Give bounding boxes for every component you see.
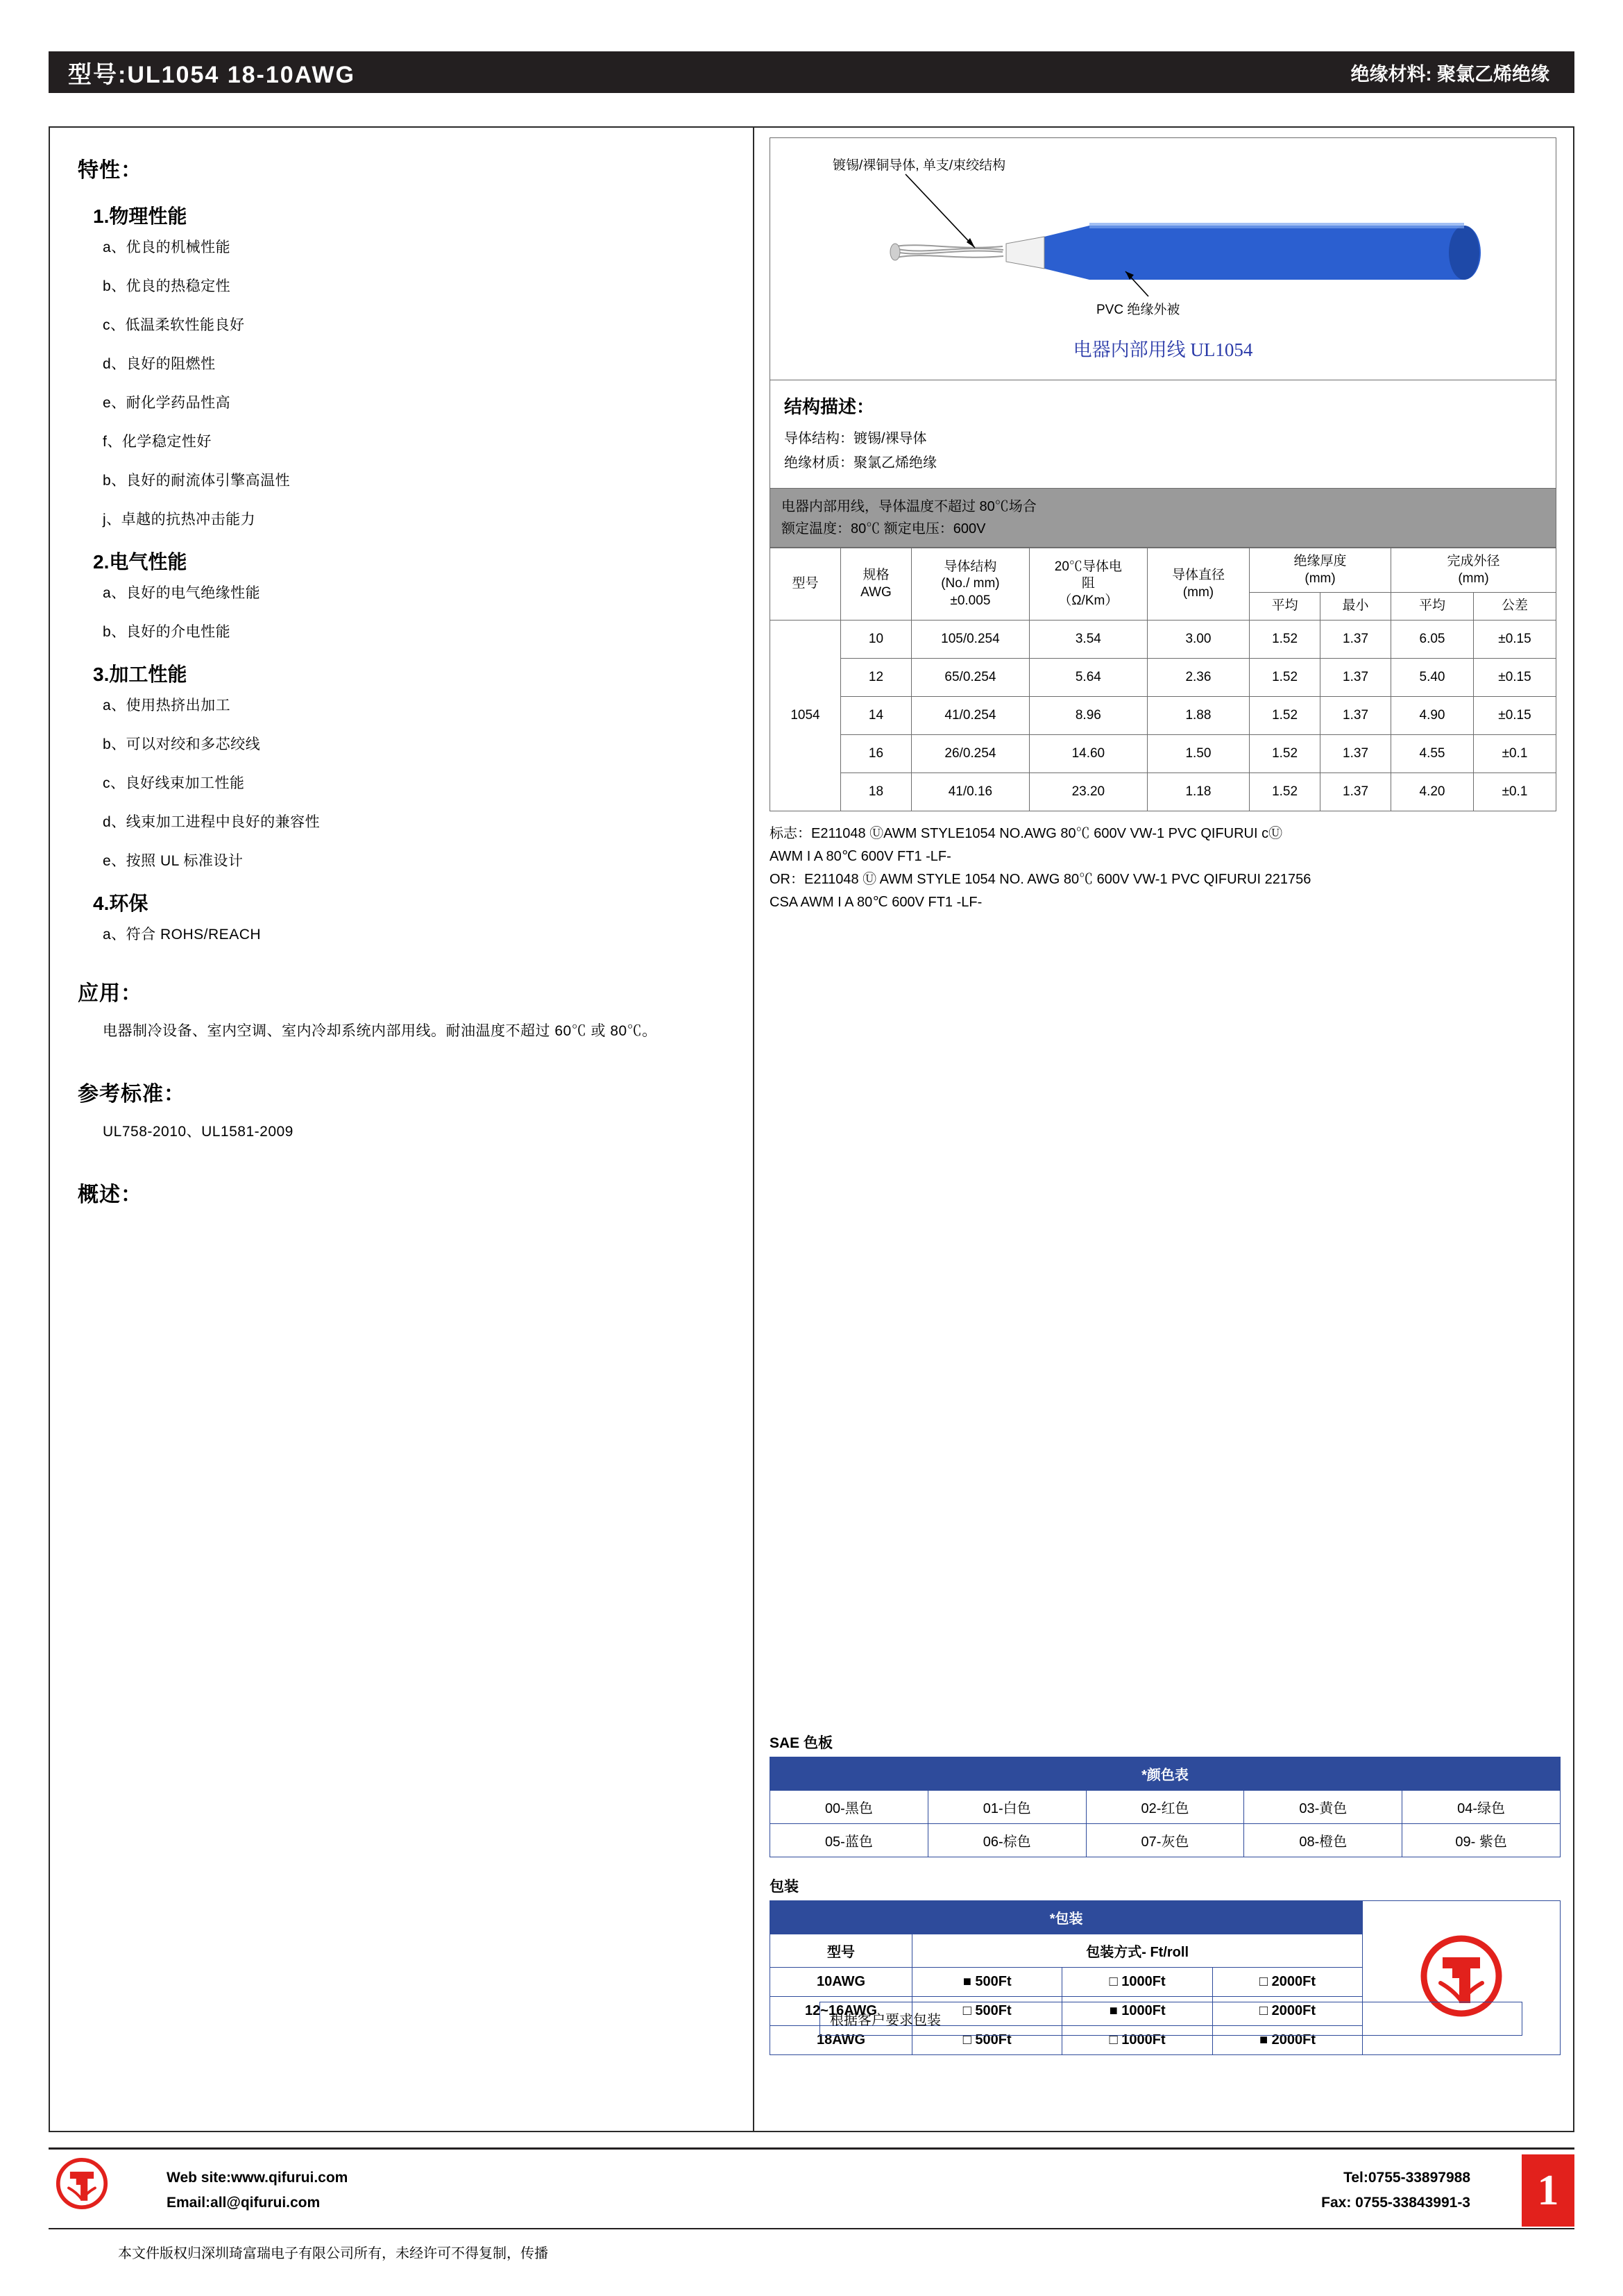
th-diameter: 导体直径 (mm) (1147, 548, 1249, 621)
cell-resistance: 23.20 (1029, 773, 1147, 811)
product-figure (770, 137, 1556, 380)
packing-option-label: 2000Ft (1271, 2003, 1316, 2018)
packing-option[interactable]: □ 500Ft (912, 2026, 1062, 2055)
cell-outer-tol: ±0.1 (1473, 735, 1556, 773)
reference-standard-title: 参考标准： (78, 1082, 185, 1106)
color-cell: 09- 紫色 (1402, 1824, 1561, 1857)
specification-table (770, 548, 1556, 811)
color-cell: 05-蓝色 (770, 1824, 928, 1857)
th-model: 型号 (770, 548, 841, 621)
cell-resistance: 5.64 (1029, 659, 1147, 697)
cell-conductor: 26/0.254 (911, 735, 1029, 773)
packing-col-model: 型号 (770, 1934, 912, 1968)
cell-resistance: 3.54 (1029, 621, 1147, 659)
list-item: f、化学稳定性好 (103, 434, 212, 450)
footer-fax: Fax: 0755-33843991-3 (1321, 2194, 1470, 2211)
cell-thickness-min: 1.37 (1320, 697, 1391, 735)
spec-head (770, 489, 1556, 548)
packing-option-label: 500Ft (975, 2032, 1012, 2048)
marking-line-3: OR：E211048 Ⓤ AWM STYLE 1054 NO. AWG 80℃ 600V VW-1 PVC QIFURUI 221756 (770, 872, 1311, 888)
table-row (770, 773, 1556, 811)
color-table-header: *颜色表 (770, 1757, 1561, 1791)
packing-title: 包装 (770, 1879, 799, 1895)
th-outer-avg: 平均 (1391, 593, 1474, 621)
cell-diameter: 1.50 (1147, 735, 1249, 773)
cell-thickness-min: 1.37 (1320, 621, 1391, 659)
footer-website[interactable]: Web site:www.qifurui.com (167, 2170, 348, 2186)
structure-description (770, 380, 1556, 489)
cell-diameter: 1.88 (1147, 697, 1249, 735)
list-item: c、良好线束加工性能 (103, 775, 245, 791)
packing-option-label: 500Ft (975, 2003, 1012, 2018)
structure-insulation: 绝缘材质：聚氯乙烯绝缘 (784, 455, 937, 471)
th-outer-tol: 公差 (1473, 593, 1556, 621)
cell-outer-tol: ±0.1 (1473, 773, 1556, 811)
table-row (770, 735, 1556, 773)
list-item: a、符合 ROHS/REACH (103, 927, 262, 943)
cell-thickness-avg: 1.52 (1250, 697, 1320, 735)
footer-rule-2 (49, 2228, 1574, 2229)
cell-conductor: 41/0.16 (911, 773, 1029, 811)
reference-standard-text: UL758-2010、UL1581-2009 (103, 1123, 294, 1140)
cell-thickness-avg: 1.52 (1250, 659, 1320, 697)
marking-block (770, 822, 1556, 914)
page-header (49, 51, 1574, 93)
sae-title: SAE 色板 (770, 1735, 833, 1751)
packing-option[interactable]: □ 2000Ft (1212, 1997, 1362, 2026)
cell-conductor: 105/0.254 (911, 621, 1029, 659)
packing-option-label: 1000Ft (1121, 2032, 1166, 2048)
overview-title: 概述： (78, 1183, 142, 1206)
th-outer: 完成外径 (mm) (1391, 548, 1556, 593)
list-item: e、按照 UL 标准设计 (103, 853, 244, 869)
list-item: d、良好的阻燃性 (103, 356, 216, 372)
list-item: b、良好的介电性能 (103, 624, 231, 640)
color-cell: 03-黄色 (1244, 1791, 1402, 1824)
table-row (770, 697, 1556, 735)
color-cell: 08-橙色 (1244, 1824, 1402, 1857)
table-row (770, 621, 1556, 659)
page-number: 1 (1522, 2154, 1574, 2227)
color-table (770, 1757, 1561, 1857)
packing-option[interactable]: □ 2000Ft (1212, 1968, 1362, 1997)
cell-resistance: 14.60 (1029, 735, 1147, 773)
cell-awg: 16 (840, 735, 911, 773)
cell-thickness-min: 1.37 (1320, 735, 1391, 773)
th-thickness: 绝缘厚度 (mm) (1250, 548, 1391, 593)
cell-diameter: 1.18 (1147, 773, 1249, 811)
list-item: b、优良的热稳定性 (103, 278, 231, 294)
cell-awg: 10 (840, 621, 911, 659)
packing-option-label: 500Ft (975, 1974, 1012, 1989)
th-thickness-min: 最小 (1320, 593, 1391, 621)
table-row (770, 1824, 1561, 1857)
cell-outer-tol: ±0.15 (1473, 659, 1556, 697)
packing-option[interactable]: ■ 1000Ft (1062, 1997, 1212, 2026)
cell-diameter: 3.00 (1147, 621, 1249, 659)
packing-note: 根据客户要求包装 (819, 2002, 1522, 2036)
cell-thickness-avg: 1.52 (1250, 621, 1320, 659)
color-cell: 04-绿色 (1402, 1791, 1561, 1824)
packing-model: 18AWG (770, 2026, 912, 2055)
footer-rule (49, 2147, 1574, 2150)
marking-line-4: CSA AWM I A 80℃ 600V FT1 -LF- (770, 895, 983, 911)
structure-title: 结构描述： (784, 396, 875, 417)
packing-option[interactable]: □ 500Ft (912, 1997, 1062, 2026)
packing-option[interactable]: ■ 2000Ft (1212, 2026, 1362, 2055)
footer-phone (1321, 2166, 1470, 2215)
cell-awg: 12 (840, 659, 911, 697)
packing-option[interactable]: ■ 500Ft (912, 1968, 1062, 1997)
packing-option-label: 2000Ft (1271, 2032, 1316, 2048)
packing-block (770, 1875, 1561, 2055)
color-cell: 01-白色 (928, 1791, 1086, 1824)
list-item: a、良好的电气绝缘性能 (103, 585, 261, 601)
model-title: 型号:UL1054 18-10AWG (68, 61, 355, 88)
cell-diameter: 2.36 (1147, 659, 1249, 697)
cell-thickness-min: 1.37 (1320, 773, 1391, 811)
packing-table (770, 1900, 1561, 2055)
list-item: c、低温柔软性能良好 (103, 317, 245, 333)
packing-col-method: 包装方式- Ft/roll (912, 1934, 1363, 1968)
figure-label-jacket: PVC 绝缘外被 (1096, 303, 1180, 317)
cell-outer-avg: 4.55 (1391, 735, 1474, 773)
spec-head-line2: 额定温度：80℃ 额定电压：600V (781, 521, 986, 537)
cell-awg: 14 (840, 697, 911, 735)
features-title: 特性： (78, 159, 142, 182)
cell-conductor: 41/0.254 (911, 697, 1029, 735)
right-column (754, 126, 1574, 914)
cell-resistance: 8.96 (1029, 697, 1147, 735)
insulation-material: 绝缘材料: 聚氯乙烯绝缘 (1350, 63, 1549, 85)
cell-outer-avg: 4.20 (1391, 773, 1474, 811)
footer-contact (167, 2166, 348, 2215)
th-conductor: 导体结构 (No./ mm) ±0.005 (911, 548, 1029, 621)
color-cell: 02-红色 (1086, 1791, 1244, 1824)
cell-outer-avg: 5.40 (1391, 659, 1474, 697)
th-awg: 规格 AWG (840, 548, 911, 621)
th-resistance: 20℃导体电 阻 （Ω/Km） (1029, 548, 1147, 621)
figure-caption: 电器内部用线 UL1054 (1073, 339, 1253, 360)
marking-line-1: E211048 ⓊAWM STYLE1054 NO.AWG 80℃ 600V VW-1 PVC QIFURUI cⓊ (811, 826, 1283, 842)
footer-tel: Tel:0755-33897988 (1343, 2170, 1470, 2186)
cell-model: 1054 (770, 621, 841, 811)
figure-label-conductor: 镀锡/裸铜导体, 单支/束绞结构 (833, 158, 1006, 173)
section-environment-title: 4.环保 (93, 893, 148, 914)
color-cell: 00-黑色 (770, 1791, 928, 1824)
cell-outer-tol: ±0.15 (1473, 697, 1556, 735)
marking-label: 标志： (770, 826, 811, 842)
table-row (770, 1791, 1561, 1824)
spec-head-line1: 电器内部用线，导体温度不超过 80℃场合 (781, 499, 1037, 514)
packing-option-label: 1000Ft (1121, 1974, 1166, 1989)
table-row (770, 659, 1556, 697)
cell-thickness-min: 1.37 (1320, 659, 1391, 697)
list-item: b、可以对绞和多芯绞线 (103, 736, 261, 752)
packing-option[interactable]: □ 1000Ft (1062, 2026, 1212, 2055)
cell-conductor: 65/0.254 (911, 659, 1029, 697)
list-item: b、良好的耐流体引擎高温性 (103, 473, 291, 489)
section-processing-title: 3.加工性能 (93, 664, 187, 685)
list-item: d、线束加工进程中良好的兼容性 (103, 814, 321, 830)
cell-outer-avg: 4.90 (1391, 697, 1474, 735)
application-text: 电器制冷设备、室内空调、室内冷却系统内部用线。耐油温度不超过 60℃ 或 80℃。 (103, 1023, 657, 1039)
list-item: e、耐化学药品性高 (103, 395, 231, 411)
cell-awg: 18 (840, 773, 911, 811)
packing-model: 10AWG (770, 1968, 912, 1997)
cell-thickness-avg: 1.52 (1250, 735, 1320, 773)
color-cell: 07-灰色 (1086, 1824, 1244, 1857)
list-item: a、使用热挤出加工 (103, 698, 231, 714)
section-physical-title: 1.物理性能 (93, 205, 187, 227)
th-thickness-avg: 平均 (1250, 593, 1320, 621)
cell-outer-avg: 6.05 (1391, 621, 1474, 659)
marking-line-2: AWM I A 80℃ 600V FT1 -LF- (770, 849, 951, 865)
packing-option-label: 2000Ft (1271, 1974, 1316, 1989)
section-electrical-title: 2.电气性能 (93, 551, 187, 573)
list-item: a、优良的机械性能 (103, 239, 231, 255)
packing-model: 12~16AWG (770, 1997, 912, 2026)
packing-option-label: 1000Ft (1121, 2003, 1166, 2018)
packing-option[interactable]: □ 1000Ft (1062, 1968, 1212, 1997)
footer-email[interactable]: Email:all@qifurui.com (167, 2194, 321, 2211)
packing-table-header: *包装 (770, 1901, 1363, 1934)
cell-thickness-avg: 1.52 (1250, 773, 1320, 811)
page-footer (49, 2159, 1574, 2221)
structure-conductor: 导体结构：镀锡/裸导体 (784, 431, 927, 446)
sae-and-packing (770, 1732, 1561, 2055)
application-title: 应用： (78, 982, 142, 1005)
copyright-text: 本文件版权归深圳琦富瑞电子有限公司所有，未经许可不得复制，传播 (118, 2246, 548, 2261)
left-column (50, 126, 753, 1213)
cell-outer-tol: ±0.15 (1473, 621, 1556, 659)
list-item: j、卓越的抗热冲击能力 (103, 512, 256, 527)
color-cell: 06-棕色 (928, 1824, 1086, 1857)
